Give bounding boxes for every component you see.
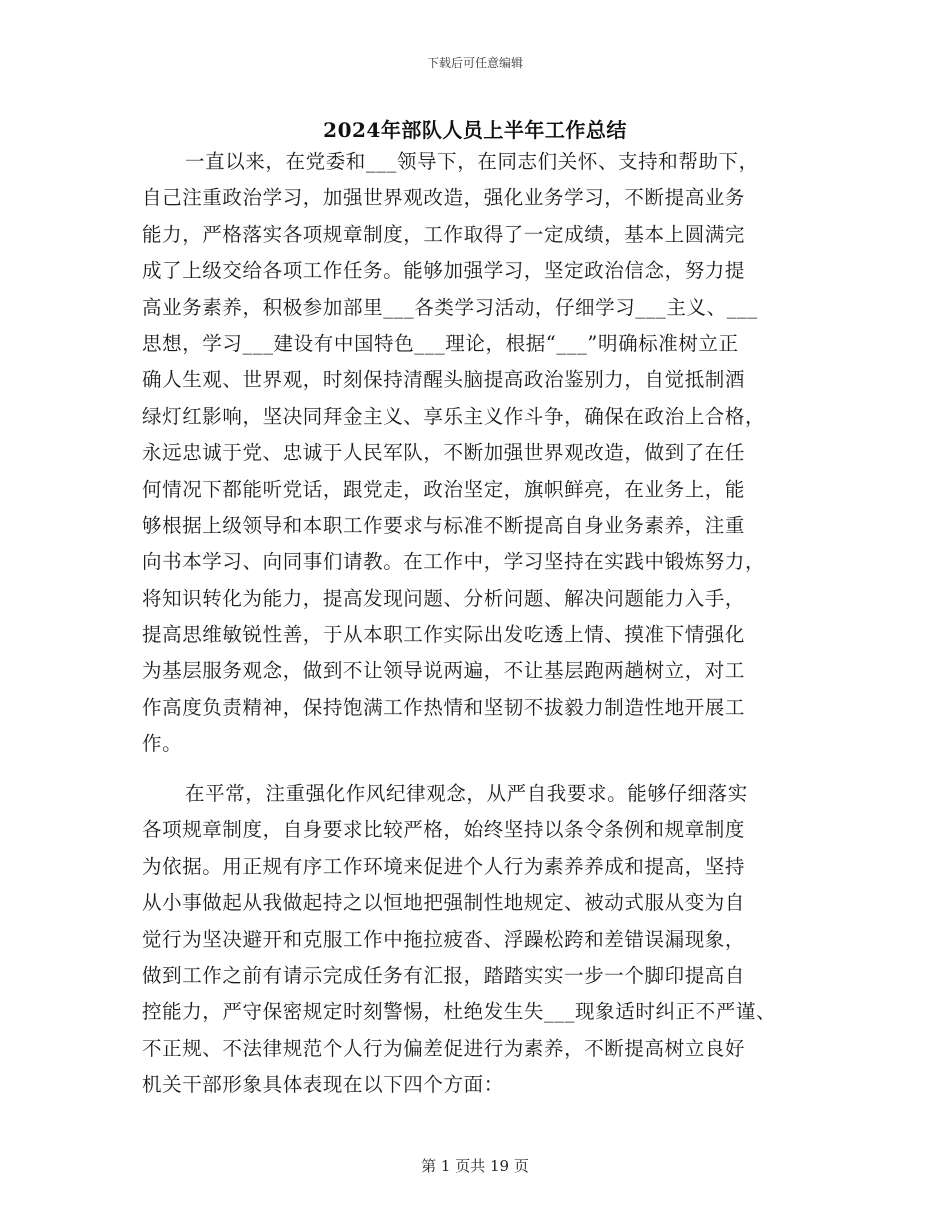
paragraph-line: 够根据上级领导和本职工作要求与标准不断提高自身业务素养，注重 <box>142 513 746 537</box>
paragraph-line: 高业务素养，积极参加部里___各类学习活动，仔细学习___主义、___ <box>142 295 758 319</box>
paragraph-line: 绿灯红影响，坚决同拜金主义、享乐主义作斗争，确保在政治上合格， <box>142 404 766 428</box>
paragraph-line: 永远忠诚于党、忠诚于人民军队，不断加强世界观改造，做到了在任 <box>142 441 746 465</box>
page-footer: 第 1 页共 19 页 <box>421 1157 529 1175</box>
paragraph-line: 思想，学习___建设有中国特色___理论，根据“___”明确标准树立正 <box>142 331 739 355</box>
paragraph-line: 自己注重政治学习，加强世界观改造，强化业务学习，不断提高业务 <box>142 186 746 210</box>
paragraph-line: 机关干部形象具体表现在以下四个方面： <box>142 1073 504 1097</box>
paragraph-line: 何情况下都能听党话，跟党走，政治坚定，旗帜鲜亮，在业务上，能 <box>142 477 746 501</box>
paragraph-line: 在平常，注重强化作风纪律观念，从严自我要求。能够仔细落实 <box>185 782 748 805</box>
paragraph-2 <box>142 776 822 1104</box>
paragraph-line: 做到工作之前有请示完成任务有汇报，踏踏实实一步一个脚印提高自 <box>142 963 746 987</box>
paragraph-line: 控能力，严守保密规定时刻警惕，杜绝发生失___现象适时纠正不严谨、 <box>142 1000 777 1024</box>
document-title: 2024年部队人员上半年工作总结 <box>323 118 627 142</box>
paragraph-line: 确人生观、世界观，时刻保持清醒头脑提高政治鉴别力，自觉抵制酒 <box>142 368 746 392</box>
header-note: 下载后可任意编辑 <box>426 56 523 70</box>
paragraph-line: 为依据。用正规有序工作环境来促进个人行为素养养成和提高，坚持 <box>142 854 746 878</box>
paragraph-line: 一直以来，在党委和___领导下，在同志们关怀、支持和帮助下， <box>185 150 759 173</box>
paragraph-line: 从小事做起从我做起持之以恒地把强制性地规定、被动式服从变为自 <box>142 891 746 915</box>
paragraph-line: 将知识转化为能力，提高发现问题、分析问题、解决问题能力入手， <box>142 586 746 610</box>
paragraph-line: 提高思维敏锐性善，于从本职工作实际出发吃透上情、摸准下情强化 <box>142 623 746 647</box>
paragraph-line: 各项规章制度，自身要求比较严格，始终坚持以条令条例和规章制度 <box>142 818 746 842</box>
paragraph-line: 成了上级交给各项工作任务。能够加强学习，坚定政治信念，努力提 <box>142 259 746 283</box>
paragraph-line: 向书本学习、向同事们请教。在工作中，学习坚持在实践中锻炼努力， <box>142 550 766 574</box>
paragraph-line: 能力，严格落实各项规章制度，工作取得了一定成绩，基本上圆满完 <box>142 222 746 246</box>
paragraph-line: 作。 <box>142 732 183 756</box>
paragraph-line: 不正规、不法律规范个人行为偏差促进行为素养，不断提高树立良好 <box>142 1036 746 1060</box>
paragraph-line: 为基层服务观念，做到不让领导说两遍，不让基层跑两趟树立，对工 <box>142 659 746 683</box>
paragraph-1 <box>142 144 822 763</box>
paragraph-line: 作高度负责精神，保持饱满工作热情和坚韧不拔毅力制造性地开展工 <box>142 695 746 719</box>
paragraph-line: 觉行为坚决避开和克服工作中拖拉疲沓、浮躁松跨和差错误漏现象， <box>142 927 746 951</box>
